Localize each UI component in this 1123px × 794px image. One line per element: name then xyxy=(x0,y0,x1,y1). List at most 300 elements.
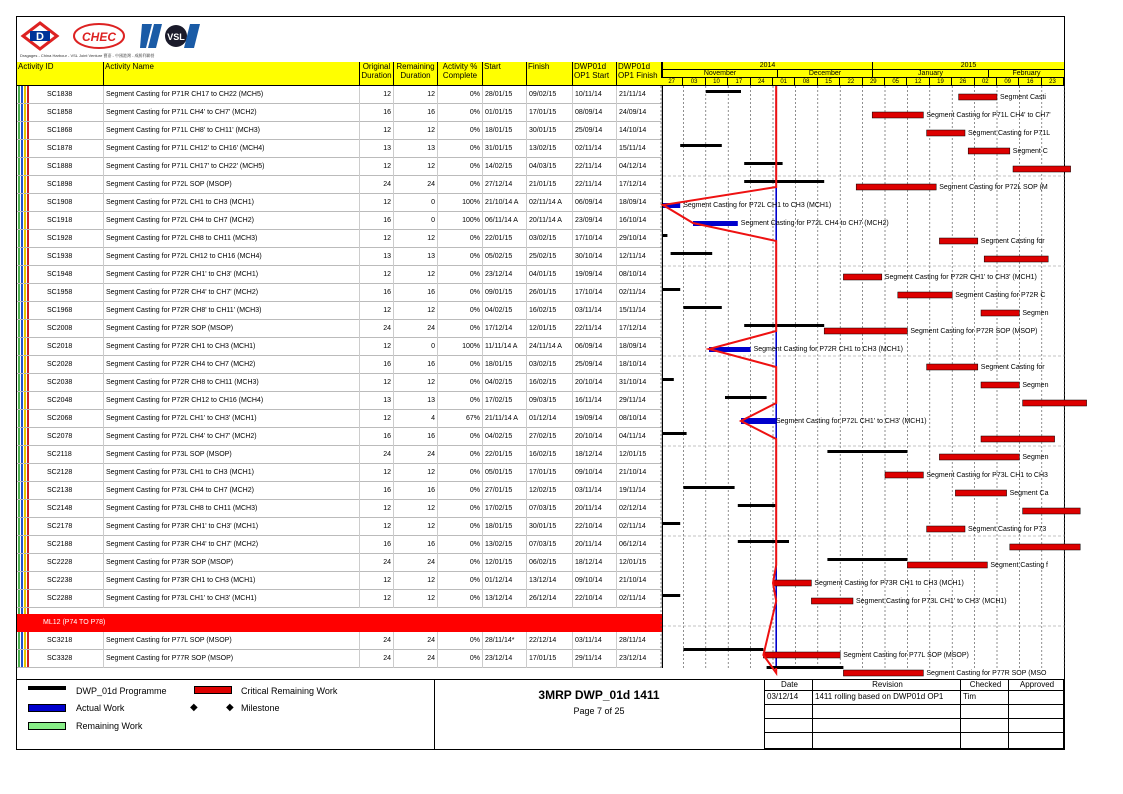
cell-name: Segment Casting for P77R SOP (MSOP) xyxy=(104,650,360,668)
table-row[interactable] xyxy=(17,392,662,410)
cell-pct: 0% xyxy=(438,374,483,392)
cell-name: Segment Casting for P72R CH1' to CH3' (MCH1) xyxy=(104,266,360,284)
cell-start: 14/02/15 xyxy=(483,158,527,176)
cell-pct: 0% xyxy=(438,176,483,194)
cell-dstart: 19/09/14 xyxy=(573,410,617,428)
cell-dstart: 20/11/14 xyxy=(573,500,617,518)
cell-od: 16 xyxy=(360,284,394,302)
cell-start: 17/12/14 xyxy=(483,320,527,338)
cell-name: Segment Casting for P72L SOP (MSOP) xyxy=(104,176,360,194)
rev-description: 1411 rolling based on DWP01d OP1 xyxy=(813,691,961,705)
cell-name: Segment Casting for P71R CH17 to CH22 (MCH5) xyxy=(104,86,360,104)
week-label: 23 xyxy=(1042,78,1064,86)
cell-pct: 100% xyxy=(438,212,483,230)
rev-checked: Tim xyxy=(961,691,1009,705)
bar-label: Segment Casting for P77R SOP (MSO xyxy=(926,670,1047,677)
cell-start: 01/01/15 xyxy=(483,104,527,122)
cell-rd: 0 xyxy=(394,212,438,230)
milestone-diamond-icon: ◆ xyxy=(190,702,198,713)
programme-bar xyxy=(738,504,776,507)
critical-bar xyxy=(955,490,1006,496)
cell-start: 27/01/15 xyxy=(483,482,527,500)
cell-od: 12 xyxy=(360,194,394,212)
cell-od: 13 xyxy=(360,248,394,266)
cell-dstart: 30/10/14 xyxy=(573,248,617,266)
cell-pct: 0% xyxy=(438,536,483,554)
critical-bar xyxy=(773,580,811,586)
cell-id: SC1858 xyxy=(31,104,104,122)
cell-id: SC2178 xyxy=(31,518,104,536)
cell-rd: 0 xyxy=(394,338,438,356)
year-2014: 2014 xyxy=(663,62,873,70)
cell-pct: 0% xyxy=(438,572,483,590)
table-row[interactable] xyxy=(17,500,662,518)
cell-dfinish: 17/12/14 xyxy=(617,320,662,338)
programme-bar xyxy=(680,144,722,147)
cell-rd: 16 xyxy=(394,284,438,302)
programme-bar xyxy=(725,396,767,399)
cell-name: Segment Casting for P71L CH12' to CH16' (MCH4) xyxy=(104,140,360,158)
critical-bar xyxy=(843,670,923,676)
week-label: 24 xyxy=(751,78,773,86)
header-activity-id[interactable]: Activity ID xyxy=(17,62,104,86)
cell-start: 12/01/15 xyxy=(483,554,527,572)
cell-od: 24 xyxy=(360,176,394,194)
cell-id: SC1888 xyxy=(31,158,104,176)
cell-start: 17/02/15 xyxy=(483,500,527,518)
cell-id: SC3218 xyxy=(31,632,104,650)
vsl-logo xyxy=(140,22,202,50)
programme-bar xyxy=(744,180,824,183)
cell-rd: 13 xyxy=(394,140,438,158)
table-row[interactable] xyxy=(17,374,662,392)
table-row[interactable] xyxy=(17,554,662,572)
cell-finish: 12/02/15 xyxy=(527,482,573,500)
cell-rd: 24 xyxy=(394,554,438,572)
document-title: 3MRP DWP_01d 1411 xyxy=(538,688,660,702)
cell-name: Segment Casting for P73R CH4' to CH7' (MCH2) xyxy=(104,536,360,554)
cell-pct: 0% xyxy=(438,518,483,536)
bar-label: Segment C xyxy=(1012,148,1048,155)
bar-label: Segmen xyxy=(1022,454,1049,461)
cell-rd: 12 xyxy=(394,500,438,518)
cell-name: Segment Casting for P73R CH1 to CH3 (MCH1) xyxy=(104,572,360,590)
cell-finish: 16/02/15 xyxy=(527,446,573,464)
cell-finish: 06/02/15 xyxy=(527,554,573,572)
cell-pct: 0% xyxy=(438,122,483,140)
cell-id: SC3328 xyxy=(31,650,104,668)
cell-dfinish: 02/11/14 xyxy=(617,590,662,608)
cell-od: 24 xyxy=(360,632,394,650)
legend-remaining-label: Remaining Work xyxy=(76,721,143,731)
header-dwp-start[interactable] xyxy=(573,62,617,86)
legend-actual-label: Actual Work xyxy=(76,703,125,713)
cell-dfinish: 14/10/14 xyxy=(617,122,662,140)
cell-dstart: 17/10/14 xyxy=(573,284,617,302)
cell-rd: 16 xyxy=(394,104,438,122)
week-label: 15 xyxy=(818,78,840,86)
cell-dfinish: 24/09/14 xyxy=(617,104,662,122)
cell-id: SC2188 xyxy=(31,536,104,554)
programme-bar xyxy=(767,666,844,669)
cell-dstart: 03/11/14 xyxy=(573,302,617,320)
cell-finish: 25/02/15 xyxy=(527,248,573,266)
cell-dstart: 29/11/14 xyxy=(573,650,617,668)
cell-dfinish: 08/10/14 xyxy=(617,410,662,428)
cell-finish: 26/01/15 xyxy=(527,284,573,302)
cell-dstart: 22/10/14 xyxy=(573,518,617,536)
week-label: 12 xyxy=(907,78,929,86)
legend-actual-swatch xyxy=(28,704,66,712)
cell-dstart: 20/10/14 xyxy=(573,428,617,446)
dragages-logo xyxy=(22,22,58,50)
table-row[interactable] xyxy=(17,176,662,194)
cell-rd: 12 xyxy=(394,464,438,482)
cell-id: SC1898 xyxy=(31,176,104,194)
bar-label: Segment Casting f xyxy=(990,562,1048,569)
table-row[interactable] xyxy=(17,428,662,446)
cell-id: SC2118 xyxy=(31,446,104,464)
cell-od: 16 xyxy=(360,536,394,554)
programme-bar xyxy=(827,558,907,561)
cell-dstart: 22/10/14 xyxy=(573,590,617,608)
cell-rd: 16 xyxy=(394,482,438,500)
cell-pct: 100% xyxy=(438,338,483,356)
cell-pct: 0% xyxy=(438,140,483,158)
cell-od: 12 xyxy=(360,518,394,536)
critical-bar xyxy=(927,130,965,136)
cell-rd: 24 xyxy=(394,320,438,338)
cell-name: Segment Casting for P72R SOP (MSOP) xyxy=(104,320,360,338)
cell-dfinish: 21/10/14 xyxy=(617,464,662,482)
cell-id: SC2068 xyxy=(31,410,104,428)
cell-od: 13 xyxy=(360,140,394,158)
cell-dfinish: 02/12/14 xyxy=(617,500,662,518)
cell-od: 12 xyxy=(360,590,394,608)
cell-rd: 12 xyxy=(394,266,438,284)
cell-rd: 0 xyxy=(394,194,438,212)
week-label: 10 xyxy=(706,78,728,86)
rev-empty-cell xyxy=(961,719,1009,733)
cell-dstart: 23/09/14 xyxy=(573,212,617,230)
cell-rd: 4 xyxy=(394,410,438,428)
cell-id: SC2238 xyxy=(31,572,104,590)
programme-bar xyxy=(683,306,721,309)
critical-bar xyxy=(1010,544,1080,550)
cell-pct: 0% xyxy=(438,158,483,176)
legend-programme-label: DWP_01d Programme xyxy=(76,686,167,696)
critical-bar xyxy=(939,238,977,244)
cell-dstart: 19/09/14 xyxy=(573,266,617,284)
table-row[interactable] xyxy=(17,194,662,212)
bar-label: Segment Casting for P72R CH1' to CH3' (MCH1) xyxy=(884,274,1037,281)
cell-name: Segment Casting for P77L SOP (MSOP) xyxy=(104,632,360,650)
gantt-chart xyxy=(662,62,1065,677)
cell-name: Segment Casting for P71L CH17' to CH22' (MCH5) xyxy=(104,158,360,176)
cell-dstart: 25/09/14 xyxy=(573,122,617,140)
programme-bar xyxy=(663,432,687,435)
cell-finish: 07/03/15 xyxy=(527,536,573,554)
cell-dfinish: 29/11/14 xyxy=(617,392,662,410)
cell-finish: 13/02/15 xyxy=(527,140,573,158)
cell-start: 18/01/15 xyxy=(483,122,527,140)
cell-dstart: 22/11/14 xyxy=(573,158,617,176)
table-row[interactable] xyxy=(17,86,662,104)
cell-od: 12 xyxy=(360,302,394,320)
cell-rd: 24 xyxy=(394,446,438,464)
table-row[interactable] xyxy=(17,650,662,668)
cell-id: SC1838 xyxy=(31,86,104,104)
cell-dfinish: 23/12/14 xyxy=(617,650,662,668)
cell-finish: 24/11/14 A xyxy=(527,338,573,356)
table-row[interactable] xyxy=(17,356,662,374)
header-start[interactable]: Start xyxy=(483,62,527,86)
wbs-band-ml12[interactable]: ML12 (P74 TO P78) xyxy=(17,614,663,632)
cell-id: SC1928 xyxy=(31,230,104,248)
cell-id: SC2128 xyxy=(31,464,104,482)
cell-pct: 0% xyxy=(438,650,483,668)
header-activity-complete[interactable] xyxy=(438,62,483,86)
cell-od: 12 xyxy=(360,500,394,518)
header-finish[interactable]: Finish xyxy=(527,62,573,86)
cell-id: SC2048 xyxy=(31,392,104,410)
cell-name: Segment Casting for P73L SOP (MSOP) xyxy=(104,446,360,464)
table-row[interactable] xyxy=(17,410,662,428)
cell-dfinish: 16/10/14 xyxy=(617,212,662,230)
table-row[interactable] xyxy=(17,590,662,608)
cell-od: 12 xyxy=(360,572,394,590)
cell-finish: 09/02/15 xyxy=(527,86,573,104)
cell-finish: 27/02/15 xyxy=(527,428,573,446)
cell-finish: 22/12/14 xyxy=(527,632,573,650)
bar-label: Segmen xyxy=(1022,382,1049,389)
cell-id: SC1938 xyxy=(31,248,104,266)
table-row[interactable] xyxy=(17,266,662,284)
cell-pct: 0% xyxy=(438,302,483,320)
cell-od: 12 xyxy=(360,464,394,482)
table-row[interactable] xyxy=(17,446,662,464)
header-remaining-duration[interactable] xyxy=(394,62,438,86)
table-row[interactable] xyxy=(17,536,662,554)
table-row[interactable] xyxy=(17,284,662,302)
svg-text:VSL: VSL xyxy=(167,32,185,42)
programme-bar xyxy=(663,234,667,237)
cell-dfinish: 02/11/14 xyxy=(617,284,662,302)
logo-tagline: Dragages - China Harbour - VSL Joint Venture 寶嘉 - 中國港灣 - 威勝利聯營 xyxy=(20,53,155,58)
cell-dfinish: 04/12/14 xyxy=(617,158,662,176)
bar-label: Segment Casting for P77L SOP (MSOP) xyxy=(843,652,969,659)
cell-name: Segment Casting for P73L CH1 to CH3 (MCH1) xyxy=(104,464,360,482)
cell-od: 16 xyxy=(360,482,394,500)
critical-bar xyxy=(968,148,1010,154)
cell-pct: 100% xyxy=(438,194,483,212)
critical-bar xyxy=(981,436,1055,442)
cell-start: 04/02/15 xyxy=(483,428,527,446)
cell-pct: 0% xyxy=(438,446,483,464)
cell-rd: 12 xyxy=(394,590,438,608)
table-row[interactable] xyxy=(17,140,662,158)
cell-start: 23/12/14 xyxy=(483,650,527,668)
cell-finish: 30/01/15 xyxy=(527,122,573,140)
rev-empty-cell xyxy=(764,705,813,719)
table-row[interactable] xyxy=(17,482,662,500)
cell-od: 12 xyxy=(360,230,394,248)
cell-dfinish: 21/11/14 xyxy=(617,86,662,104)
cell-od: 12 xyxy=(360,266,394,284)
cell-rd: 16 xyxy=(394,536,438,554)
cell-finish: 13/12/14 xyxy=(527,572,573,590)
header-text: Duration xyxy=(361,71,392,80)
bar-label: Segment Casting for P72R SOP (MSOP) xyxy=(910,328,1038,335)
critical-bar xyxy=(927,364,978,370)
header-text: Complete xyxy=(442,71,478,80)
month-december: December xyxy=(778,70,873,78)
cell-rd: 12 xyxy=(394,572,438,590)
table-row[interactable] xyxy=(17,464,662,482)
cell-dstart: 18/12/14 xyxy=(573,446,617,464)
cell-dfinish: 06/12/14 xyxy=(617,536,662,554)
bar-label: Segment Casting for xyxy=(980,238,1045,245)
cell-dfinish: 18/09/14 xyxy=(617,338,662,356)
cell-id: SC1958 xyxy=(31,284,104,302)
cell-name: Segment Casting for P72R CH4 to CH7 (MCH2) xyxy=(104,356,360,374)
critical-bar xyxy=(824,328,907,334)
cell-dstart: 25/09/14 xyxy=(573,356,617,374)
cell-start: 18/01/15 xyxy=(483,518,527,536)
programme-bar xyxy=(706,90,741,93)
cell-start: 21/11/14 A xyxy=(483,410,527,428)
week-label: 02 xyxy=(975,78,997,86)
cell-name: Segment Casting for P73L CH4 to CH7 (MCH2) xyxy=(104,482,360,500)
programme-bar xyxy=(663,378,674,381)
cell-rd: 12 xyxy=(394,122,438,140)
cell-id: SC2228 xyxy=(31,554,104,572)
cell-start: 22/01/15 xyxy=(483,446,527,464)
cell-name: Segment Casting for P72R CH12 to CH16 (MCH4) xyxy=(104,392,360,410)
cell-rd: 12 xyxy=(394,374,438,392)
cell-finish: 30/01/15 xyxy=(527,518,573,536)
cell-start: 28/01/15 xyxy=(483,86,527,104)
rev-empty-cell xyxy=(813,733,961,749)
bar-label: Segment Casting for P73R CH1 to CH3 (MCH1) xyxy=(814,580,964,587)
legend-programme-swatch xyxy=(28,686,66,690)
critical-bar xyxy=(981,382,1019,388)
cell-start: 22/01/15 xyxy=(483,230,527,248)
cell-rd: 12 xyxy=(394,158,438,176)
table-row[interactable] xyxy=(17,212,662,230)
table-row[interactable] xyxy=(17,338,662,356)
cell-dstart: 18/12/14 xyxy=(573,554,617,572)
header-text: DWP01d xyxy=(618,62,651,71)
rev-empty-cell xyxy=(1009,719,1064,733)
cell-start: 31/01/15 xyxy=(483,140,527,158)
table-row[interactable] xyxy=(17,158,662,176)
cell-od: 16 xyxy=(360,428,394,446)
svg-text:D: D xyxy=(36,31,44,43)
table-row[interactable] xyxy=(17,572,662,590)
cell-dstart: 16/11/14 xyxy=(573,392,617,410)
cell-name: Segment Casting for P72R CH8' to CH11' (MCH3) xyxy=(104,302,360,320)
cell-od: 12 xyxy=(360,338,394,356)
month-january: January xyxy=(873,70,989,78)
cell-od: 24 xyxy=(360,446,394,464)
programme-bar xyxy=(683,486,734,489)
cell-finish: 17/01/15 xyxy=(527,464,573,482)
cell-dfinish: 08/10/14 xyxy=(617,266,662,284)
cell-od: 12 xyxy=(360,86,394,104)
week-label: 01 xyxy=(773,78,795,86)
cell-finish: 17/01/15 xyxy=(527,650,573,668)
header-text: Remaining xyxy=(396,62,435,71)
week-label: 05 xyxy=(885,78,907,86)
cell-od: 24 xyxy=(360,650,394,668)
cell-finish: 03/02/15 xyxy=(527,230,573,248)
programme-bar xyxy=(663,522,680,525)
cell-finish: 02/11/14 A xyxy=(527,194,573,212)
cell-rd: 12 xyxy=(394,302,438,320)
cell-finish: 17/01/15 xyxy=(527,104,573,122)
cell-pct: 0% xyxy=(438,632,483,650)
header-text: OP1 Start xyxy=(574,71,610,80)
cell-dfinish: 18/09/14 xyxy=(617,194,662,212)
week-label: 26 xyxy=(952,78,974,86)
month-november: November xyxy=(663,70,778,78)
header-activity-name[interactable]: Activity Name xyxy=(104,62,360,86)
cell-id: SC1868 xyxy=(31,122,104,140)
cell-pct: 0% xyxy=(438,248,483,266)
cell-dfinish: 21/10/14 xyxy=(617,572,662,590)
cell-od: 12 xyxy=(360,410,394,428)
header-original-duration[interactable] xyxy=(360,62,394,86)
header-dwp-finish[interactable] xyxy=(617,62,662,86)
cell-pct: 0% xyxy=(438,464,483,482)
cell-pct: 0% xyxy=(438,320,483,338)
cell-name: Segment Casting for P73R CH1' to CH3' (MCH1) xyxy=(104,518,360,536)
critical-bar xyxy=(856,184,936,190)
cell-pct: 0% xyxy=(438,590,483,608)
table-row[interactable] xyxy=(17,122,662,140)
table-row[interactable] xyxy=(17,518,662,536)
cell-id: SC1918 xyxy=(31,212,104,230)
cell-dfinish: 31/10/14 xyxy=(617,374,662,392)
week-label: 09 xyxy=(997,78,1019,86)
cell-dstart: 20/11/14 xyxy=(573,536,617,554)
cell-name: Segment Casting for P72R CH1 to CH3 (MCH1) xyxy=(104,338,360,356)
cell-start: 05/01/15 xyxy=(483,464,527,482)
table-row[interactable] xyxy=(17,320,662,338)
table-row[interactable] xyxy=(17,230,662,248)
cell-dfinish: 02/11/14 xyxy=(617,518,662,536)
table-row[interactable] xyxy=(17,248,662,266)
cell-id: SC2038 xyxy=(31,374,104,392)
cell-finish: 04/03/15 xyxy=(527,158,573,176)
cell-finish: 12/01/15 xyxy=(527,320,573,338)
cell-rd: 16 xyxy=(394,356,438,374)
cell-name: Segment Casting for P71L CH8' to CH11' (MCH3) xyxy=(104,122,360,140)
critical-bar xyxy=(981,310,1019,316)
cell-dstart: 22/11/14 xyxy=(573,176,617,194)
cell-dfinish: 04/11/14 xyxy=(617,428,662,446)
cell-id: SC1878 xyxy=(31,140,104,158)
rev-header-approved: Approved xyxy=(1009,679,1064,691)
bar-label: Segment Casting for P72L CH4 to CH7 (MCH2) xyxy=(740,220,889,227)
cell-rd: 24 xyxy=(394,632,438,650)
year-2015: 2015 xyxy=(873,62,1065,70)
week-label: 16 xyxy=(1019,78,1041,86)
table-row[interactable] xyxy=(17,302,662,320)
table-row[interactable] xyxy=(17,104,662,122)
table-row[interactable] xyxy=(17,632,662,650)
